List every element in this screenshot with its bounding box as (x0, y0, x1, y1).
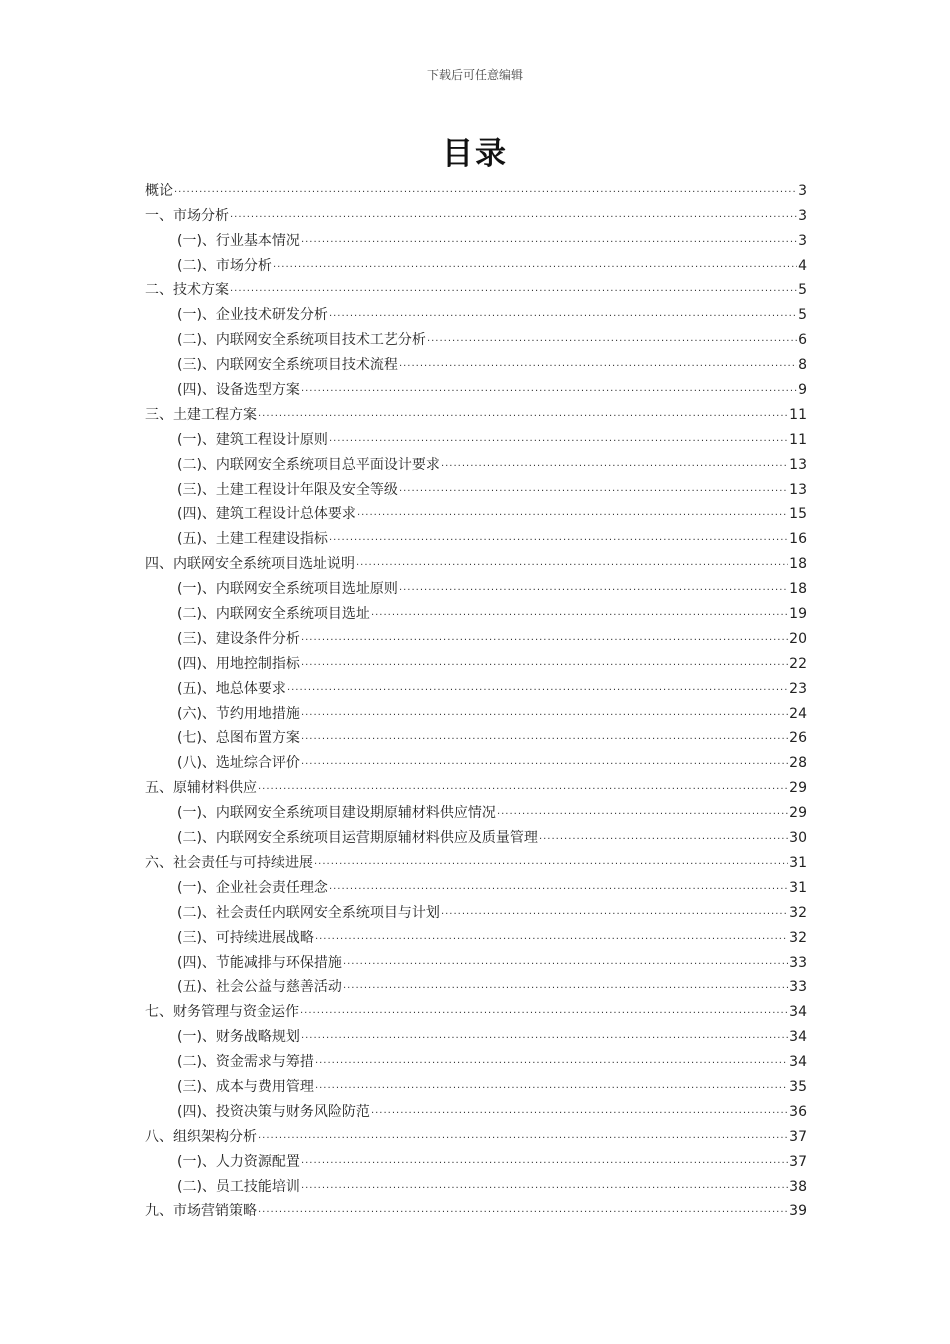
dot-leader (301, 1154, 788, 1168)
toc-entry[interactable] (145, 773, 807, 798)
toc-entry-label: (三)、内联网安全系统项目技术流程 (177, 357, 398, 374)
header-note: 下载后可任意编辑 (426, 68, 523, 82)
toc-entry[interactable] (145, 350, 807, 375)
toc-entry-page: 33 (789, 979, 807, 996)
dot-leader (301, 382, 797, 396)
toc-entry-page: 5 (798, 307, 807, 324)
toc-entry[interactable] (145, 748, 807, 773)
dot-leader (371, 1104, 788, 1118)
toc-entry-page: 8 (798, 357, 807, 374)
toc-entry-page: 24 (789, 705, 807, 722)
dot-leader (399, 357, 797, 371)
dot-leader (300, 1004, 788, 1018)
dot-leader (301, 730, 788, 744)
dot-leader (371, 606, 788, 620)
toc-entry-page: 37 (789, 1128, 807, 1145)
toc-entry-label: (一)、建筑工程设计原则 (177, 431, 328, 448)
dot-leader (356, 556, 788, 570)
toc-entry-label: (五)、土建工程建设指标 (177, 531, 328, 548)
toc-entry-label: 二、技术方案 (145, 282, 229, 299)
toc-entry-label: (四)、节能减排与环保措施 (177, 954, 342, 971)
toc-entry[interactable] (145, 873, 807, 898)
toc-entry[interactable] (145, 649, 807, 674)
toc-entry[interactable] (145, 624, 807, 649)
dot-leader (329, 531, 788, 545)
dot-leader (343, 955, 788, 969)
dot-leader (301, 706, 788, 720)
toc-entry-label: (三)、成本与费用管理 (177, 1078, 314, 1095)
dot-leader (441, 905, 788, 919)
toc-entry[interactable] (145, 724, 807, 749)
toc-entry[interactable] (145, 1047, 807, 1072)
dot-leader (301, 233, 797, 247)
toc-entry[interactable] (145, 1097, 807, 1122)
toc-entry-page: 3 (798, 182, 807, 199)
toc-entry[interactable] (145, 450, 807, 475)
toc-entry[interactable] (145, 425, 807, 450)
dot-leader (174, 183, 797, 197)
toc-title: 目录 (442, 136, 508, 172)
toc-entry-label: (五)、地总体要求 (177, 680, 286, 697)
toc-entry-label: (二)、内联网安全系统项目技术工艺分析 (177, 332, 426, 349)
toc-entry[interactable] (145, 599, 807, 624)
dot-leader (329, 307, 797, 321)
toc-entry[interactable] (145, 699, 807, 724)
toc-entry[interactable] (145, 300, 807, 325)
toc-entry-page: 4 (798, 257, 807, 274)
toc-entry-page: 28 (789, 755, 807, 772)
dot-leader (258, 1129, 788, 1143)
toc-entry[interactable] (145, 201, 807, 226)
toc-entry-label: 一、市场分析 (145, 207, 229, 224)
toc-entry-label: (一)、企业技术研发分析 (177, 307, 328, 324)
dot-leader (301, 755, 788, 769)
dot-leader (329, 432, 788, 446)
toc-entry-label: 七、财务管理与资金运作 (145, 1004, 299, 1021)
dot-leader (258, 1203, 788, 1217)
dot-leader (343, 979, 788, 993)
toc-entry-label: (四)、设备选型方案 (177, 382, 300, 399)
dot-leader (441, 457, 788, 471)
toc-entry-page: 19 (789, 606, 807, 623)
toc-entry-label: (一)、人力资源配置 (177, 1153, 300, 1170)
dot-leader (301, 1029, 788, 1043)
toc-entry-label: (一)、内联网安全系统项目选址原则 (177, 581, 398, 598)
toc-entry[interactable] (145, 549, 807, 574)
toc-entry-page: 34 (789, 1004, 807, 1021)
toc-entry-page: 36 (789, 1103, 807, 1120)
toc-entry-label: (一)、内联网安全系统项目建设期原辅材料供应情况 (177, 805, 496, 822)
toc-entry-page: 33 (789, 954, 807, 971)
toc-entry-label: (一)、财务战略规划 (177, 1029, 300, 1046)
dot-leader (287, 681, 788, 695)
toc-entry[interactable] (145, 948, 807, 973)
toc-entry[interactable] (145, 1022, 807, 1047)
toc-entry-label: (二)、内联网安全系统项目选址 (177, 606, 370, 623)
toc-entry-label: (一)、企业社会责任理念 (177, 879, 328, 896)
dot-leader (399, 581, 788, 595)
toc-entry[interactable] (145, 823, 807, 848)
toc-entry[interactable] (145, 176, 807, 201)
toc-entry[interactable] (145, 524, 807, 549)
toc-entry-label: (三)、可持续进展战略 (177, 929, 314, 946)
toc-entry-label: 三、土建工程方案 (145, 406, 257, 423)
toc-entry-label: 五、原辅材料供应 (145, 780, 257, 797)
toc-entry-page: 29 (789, 780, 807, 797)
toc-entry[interactable] (145, 973, 807, 998)
toc-entry-page: 6 (798, 332, 807, 349)
toc-entry-page: 31 (789, 854, 807, 871)
toc-entry-page: 9 (798, 382, 807, 399)
toc-entry[interactable] (145, 400, 807, 425)
toc-entry-page: 38 (789, 1178, 807, 1195)
toc-entry-page: 23 (789, 680, 807, 697)
toc-entry-page: 11 (789, 406, 807, 423)
toc-entry-label: (一)、行业基本情况 (177, 232, 300, 249)
dot-leader (273, 258, 797, 272)
dot-leader (258, 780, 788, 794)
dot-leader (314, 855, 788, 869)
toc-entry-page: 35 (789, 1078, 807, 1095)
toc-entry[interactable] (145, 1197, 807, 1222)
toc-entry-page: 18 (789, 556, 807, 573)
dot-leader (230, 282, 797, 296)
dot-leader (427, 332, 797, 346)
toc-entry-label: (二)、社会责任内联网安全系统项目与计划 (177, 904, 440, 921)
toc-entry-label: (四)、投资决策与财务风险防范 (177, 1103, 370, 1120)
toc-entry-label: (五)、社会公益与慈善活动 (177, 979, 342, 996)
toc-entry-label: 六、社会责任与可持续进展 (145, 854, 313, 871)
toc-entry-page: 13 (789, 481, 807, 498)
toc-entry[interactable] (145, 375, 807, 400)
toc-entry-page: 37 (789, 1153, 807, 1170)
toc-entry-page: 32 (789, 904, 807, 921)
toc-entry-page: 18 (789, 581, 807, 598)
toc-entry-label: (二)、内联网安全系统项目运营期原辅材料供应及质量管理 (177, 830, 538, 847)
toc-entry[interactable] (145, 475, 807, 500)
toc-entry-page: 32 (789, 929, 807, 946)
dot-leader (301, 631, 788, 645)
dot-leader (301, 656, 788, 670)
toc-entry-page: 22 (789, 655, 807, 672)
dot-leader (315, 1079, 788, 1093)
dot-leader (315, 1054, 788, 1068)
toc-entry[interactable] (145, 674, 807, 699)
toc-entry-label: (四)、用地控制指标 (177, 655, 300, 672)
toc-entry[interactable] (145, 898, 807, 923)
toc-entry[interactable] (145, 251, 807, 276)
dot-leader (258, 407, 788, 421)
toc-entry-page: 11 (789, 431, 807, 448)
toc-entry-label: (六)、节约用地措施 (177, 705, 300, 722)
toc-entry-label: (二)、市场分析 (177, 257, 272, 274)
toc-entry[interactable] (145, 1122, 807, 1147)
toc-entry[interactable] (145, 500, 807, 525)
toc-entry[interactable] (145, 276, 807, 301)
dot-leader (497, 805, 788, 819)
toc-entry-page: 34 (789, 1054, 807, 1071)
toc-entry[interactable] (145, 1147, 807, 1172)
toc-entry[interactable] (145, 325, 807, 350)
dot-leader (539, 830, 788, 844)
toc-entry[interactable] (145, 923, 807, 948)
toc-entry-label: 九、市场营销策略 (145, 1203, 257, 1220)
toc-entry-label: (三)、建设条件分析 (177, 630, 300, 647)
table-of-contents (145, 176, 807, 1221)
toc-entry[interactable] (145, 848, 807, 873)
toc-entry[interactable] (145, 798, 807, 823)
toc-entry-page: 20 (789, 630, 807, 647)
toc-entry-page: 3 (798, 232, 807, 249)
dot-leader (357, 506, 788, 520)
toc-entry-page: 34 (789, 1029, 807, 1046)
toc-entry-page: 15 (789, 506, 807, 523)
toc-entry-label: 四、内联网安全系统项目选址说明 (145, 556, 355, 573)
dot-leader (399, 482, 788, 496)
toc-entry[interactable] (145, 1172, 807, 1197)
toc-entry-page: 3 (798, 207, 807, 224)
toc-entry-label: (八)、选址综合评价 (177, 755, 300, 772)
toc-entry[interactable] (145, 1072, 807, 1097)
toc-entry-page: 13 (789, 456, 807, 473)
toc-entry-page: 30 (789, 830, 807, 847)
toc-entry[interactable] (145, 226, 807, 251)
toc-entry-label: (二)、员工技能培训 (177, 1178, 300, 1195)
dot-leader (329, 880, 788, 894)
toc-entry-page: 29 (789, 805, 807, 822)
dot-leader (230, 208, 797, 222)
toc-entry-label: (二)、内联网安全系统项目总平面设计要求 (177, 456, 440, 473)
toc-entry-label: 八、组织架构分析 (145, 1128, 257, 1145)
toc-entry-label: (二)、资金需求与筹措 (177, 1054, 314, 1071)
toc-entry-page: 39 (789, 1203, 807, 1220)
dot-leader (315, 930, 788, 944)
toc-entry[interactable] (145, 574, 807, 599)
toc-entry-label: (四)、建筑工程设计总体要求 (177, 506, 356, 523)
toc-entry-page: 16 (789, 531, 807, 548)
toc-entry-label: 概论 (145, 182, 173, 199)
dot-leader (301, 1179, 788, 1193)
toc-entry-label: (三)、土建工程设计年限及安全等级 (177, 481, 398, 498)
toc-entry-page: 5 (798, 282, 807, 299)
toc-entry-page: 31 (789, 879, 807, 896)
toc-entry-page: 26 (789, 730, 807, 747)
toc-entry[interactable] (145, 997, 807, 1022)
toc-entry-label: (七)、总图布置方案 (177, 730, 300, 747)
